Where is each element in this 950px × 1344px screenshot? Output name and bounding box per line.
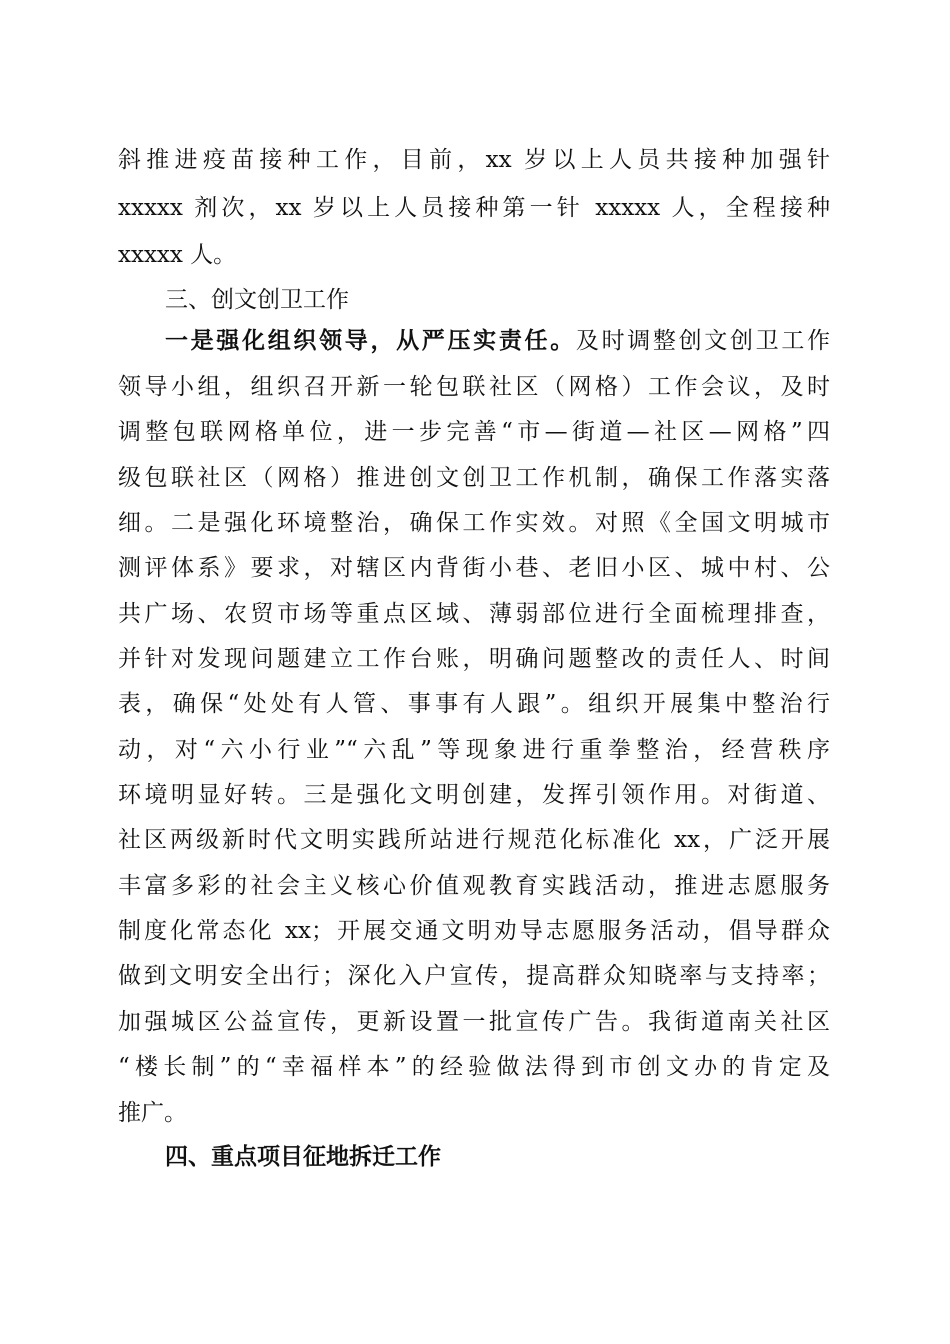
paragraph-line: xxxxx 剂次，xx 岁以上人员接种第一针 xxxxx 人，全程接种: [118, 195, 830, 221]
bold-lead-text: 一是强化组织领导，从严压实责任。: [165, 327, 576, 354]
paragraph-line: 调整包联网格单位，进一步完善“市—街道—社区—网格”四: [118, 419, 830, 445]
paragraph-text: 及时调整创文创卫工作: [575, 328, 831, 354]
section-heading-four: 四、重点项目征地拆迁工作: [165, 1143, 441, 1170]
paragraph-line: 共广场、农贸市场等重点区域、薄弱部位进行全面梳理排查，: [118, 601, 830, 627]
paragraph-line: xxxxx 人。: [118, 242, 237, 268]
paragraph-line: 社区两级新时代文明实践所站进行规范化标准化 xx，广泛开展: [118, 827, 830, 853]
paragraph-line: 丰富多彩的社会主义核心价值观教育实践活动，推进志愿服务: [118, 873, 830, 899]
paragraph-line: 推广。: [118, 1100, 187, 1126]
paragraph-line: 级包联社区（网格）推进创文创卫工作机制，确保工作落实落: [118, 465, 830, 491]
paragraph-line: 细。二是强化环境整治，确保工作实效。对照《全国文明城市: [118, 510, 830, 536]
section-heading-three: 三、创文创卫工作: [165, 287, 349, 313]
paragraph-line: 并针对发现问题建立工作台账，明确问题整改的责任人、时间: [118, 646, 830, 672]
paragraph-line: 动，对“六小行业”“六乱”等现象进行重拳整治，经营秩序: [118, 737, 830, 763]
paragraph-line: 环境明显好转。三是强化文明创建，发挥引领作用。对街道、: [118, 782, 830, 808]
paragraph-line: 领导小组，组织召开新一轮包联社区（网格）工作会议，及时: [118, 374, 830, 400]
paragraph-first-line: [165, 325, 830, 357]
paragraph-line: 表，确保“处处有人管、事事有人跟”。组织开展集中整治行: [118, 691, 830, 717]
paragraph-line: 做到文明安全出行；深化入户宣传，提高群众知晓率与支持率；: [118, 963, 830, 989]
paragraph-line: “楼长制”的“幸福样本”的经验做法得到市创文办的肯定及: [118, 1054, 830, 1080]
paragraph-line: 加强城区公益宣传，更新设置一批宣传广告。我街道南关社区: [118, 1009, 830, 1035]
paragraph-line: 制度化常态化 xx；开展交通文明劝导志愿服务活动，倡导群众: [118, 918, 830, 944]
paragraph-line: 测评体系》要求，对辖区内背街小巷、老旧小区、城中村、公: [118, 555, 830, 581]
paragraph-line: 斜推进疫苗接种工作，目前，xx 岁以上人员共接种加强针: [118, 147, 830, 173]
